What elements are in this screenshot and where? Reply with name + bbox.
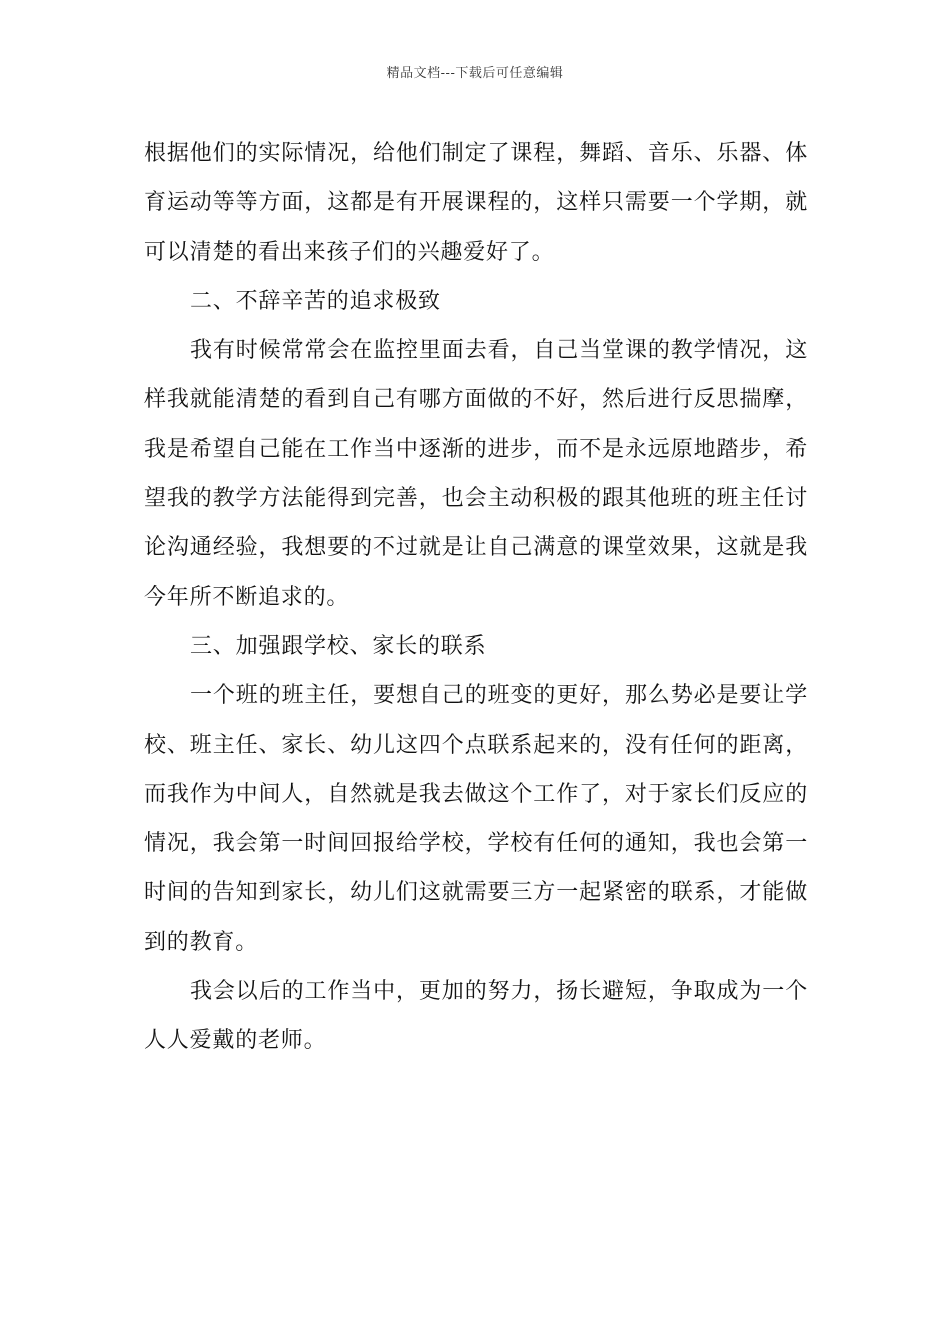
paragraph-communication: 一个班的班主任，要想自己的班变的更好，那么势必是要让学校、班主任、家长、幼儿这四个点联系起来的，没有任何的距离，而我作为中间人，自然就是我去做这个工作了，对于家长们反应的情况，我会第一时间回报给学校，学校有任何的通知，我也会第一时间的告知到家长，幼儿们这就需要三方一起紧密的联系，才能做到的教育。 [144, 683, 808, 955]
page-header: 精品文档---下载后可任意编辑 [386, 66, 564, 81]
paragraph-closing: 我会以后的工作当中，更加的努力，扬长避短，争取成为一个人人爱戴的老师。 [144, 979, 808, 1054]
paragraph-continuation: 根据他们的实际情况，给他们制定了课程，舞蹈、音乐、乐器、体育运动等等方面，这都是有开展课程的，这样只需要一个学期，就可以清楚的看出来孩子们的兴趣爱好了。 [144, 141, 808, 265]
document-body [144, 129, 808, 1066]
section-heading-3: 三、加强跟学校、家长的联系 [190, 633, 487, 659]
section-heading-2: 二、不辞辛苦的追求极致 [190, 288, 441, 314]
paragraph-reflection: 我有时候常常会在监控里面去看，自己当堂课的教学情况，这样我就能清楚的看到自己有哪方面做的不好，然后进行反思揣摩，我是希望自己能在工作当中逐渐的进步，而不是永远原地踏步，希望我的教学方法能得到完善，也会主动积极的跟其他班的班主任讨论沟通经验，我想要的不过就是让自己满意的课堂效果，这就是我今年所不断追求的。 [144, 338, 808, 610]
